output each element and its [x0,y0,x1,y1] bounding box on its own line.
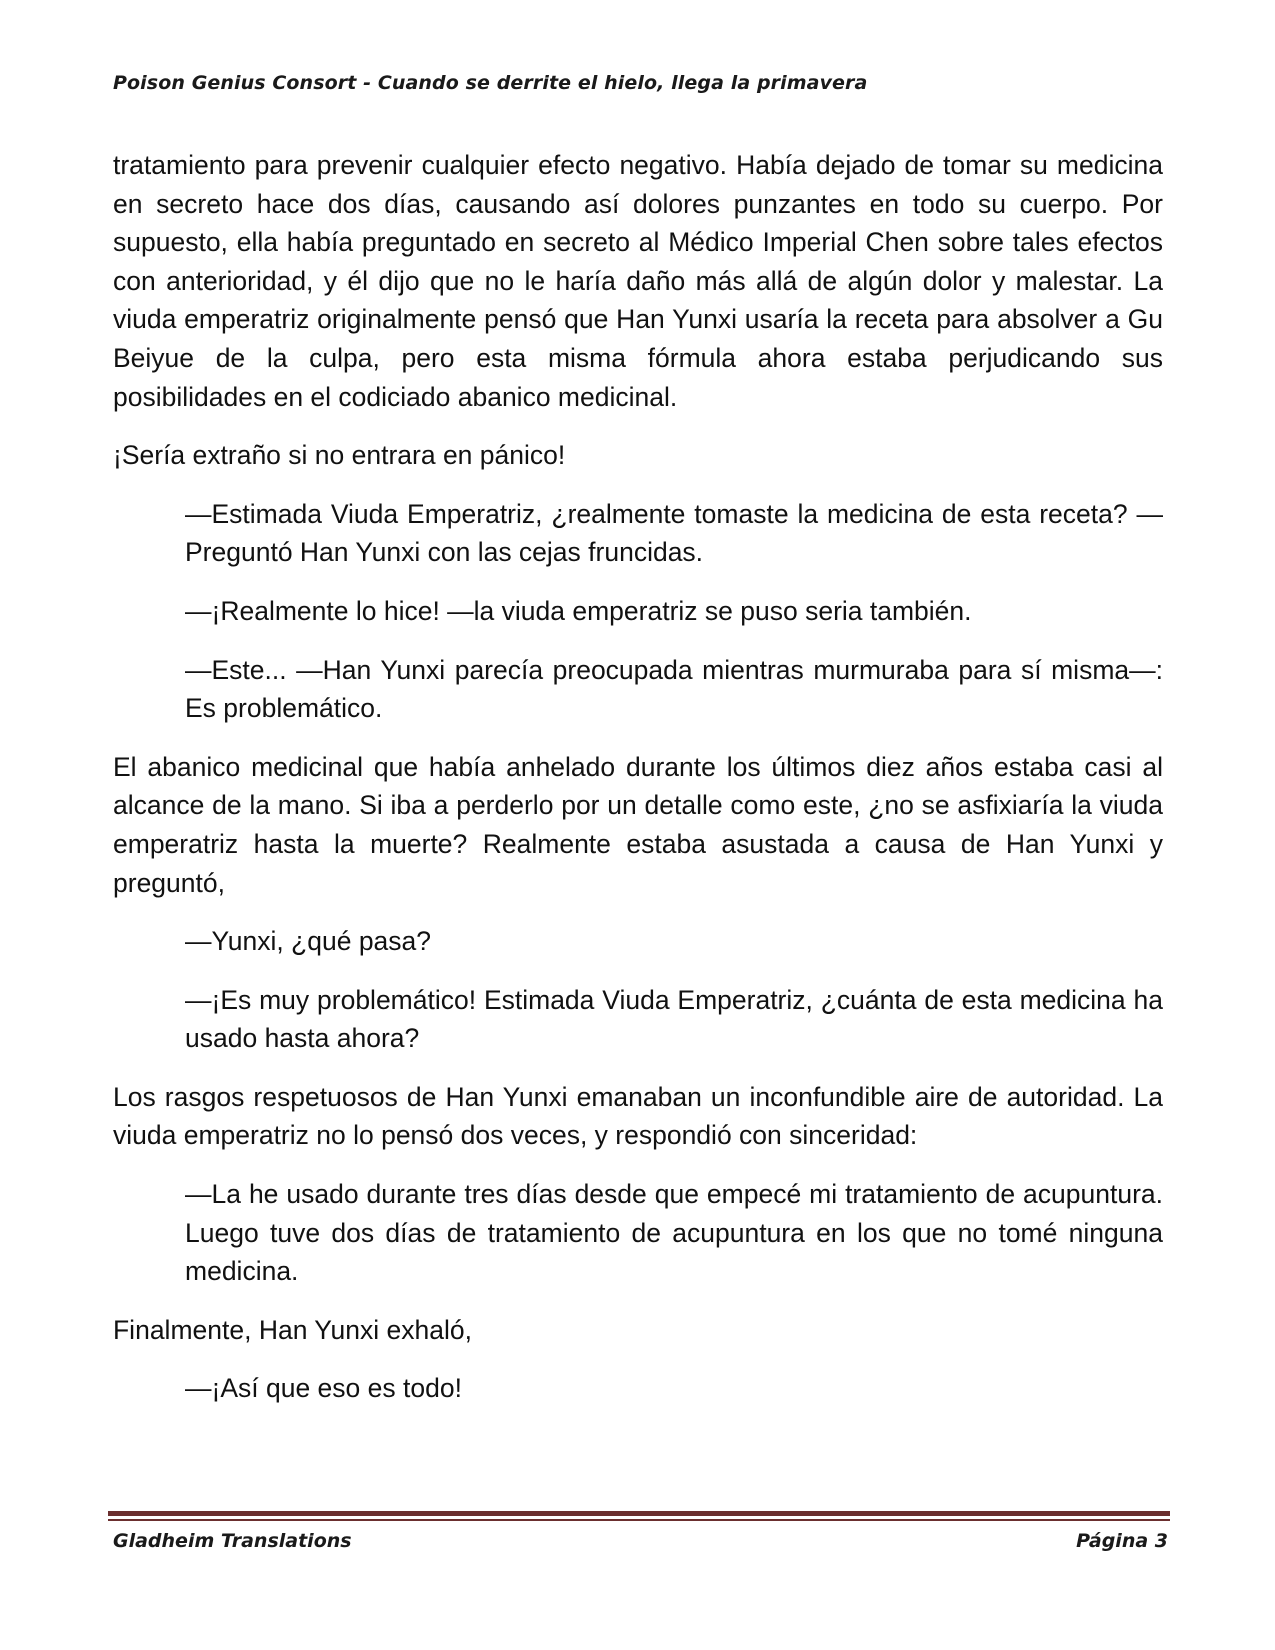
footer-publisher: Gladheim Translations [113,1530,352,1552]
body-paragraph: Los rasgos respetuosos de Han Yunxi emanaban un inconfundible aire de autoridad. La viuda emperatriz no lo pensó dos veces, y respondió con sinceridad: [113,1081,1163,1151]
dialogue-paragraph: —Estimada Viuda Emperatriz, ¿realmente tomaste la medicina de esta receta? —Preguntó Han Yunxi con las cejas fruncidas. [185,498,1163,568]
body-paragraph: El abanico medicinal que había anhelado durante los últimos diez años estaba casi al alcance de la mano. Si iba a perderlo por un detalle como este, ¿no se asfixiaría la viuda emperatriz hasta la muerte? Realmente estaba asustada a causa de Han Yunxi y preguntó, [113,751,1163,898]
body-paragraph: Finalmente, Han Yunxi exhaló, [113,1314,472,1345]
dialogue-paragraph: —¡Es muy problemático! Estimada Viuda Emperatriz, ¿cuánta de esta medicina ha usado hasta ahora? [185,984,1163,1054]
dialogue-paragraph: —¡Realmente lo hice! —la viuda emperatriz se puso seria también. [185,595,972,626]
dialogue-paragraph: —Este... —Han Yunxi parecía preocupada mientras murmuraba para sí misma—: Es problemático. [185,654,1163,724]
page-number: Página 3 [1076,1530,1168,1552]
body-paragraph: ¡Sería extraño si no entrara en pánico! [113,440,566,471]
running-header: Poison Genius Consort - Cuando se derrite el hielo, llega la primavera [113,72,868,94]
footer-rule-thin [108,1519,1170,1521]
dialogue-paragraph: —¡Así que eso es todo! [185,1373,462,1404]
footer-rule-thick [108,1511,1170,1516]
page-body [113,146,1163,1428]
dialogue-paragraph: —Yunxi, ¿qué pasa? [185,926,432,957]
body-paragraph: tratamiento para prevenir cualquier efecto negativo. Había dejado de tomar su medicina en secreto hace dos días, causando así dolores punzantes en todo su cuerpo. Por supuesto, ella había preguntado en secreto al Médico Imperial Chen sobre tales efectos con anterioridad, y él dijo que no le haría daño más allá de algún dolor y malestar. La viuda emperatriz originalmente pensó que Han Yunxi usaría la receta para absolver a Gu Beiyue de la culpa, pero esta misma fórmula ahora estaba perjudicando sus posibilidades en el codiciado abanico medicinal. [113,150,1163,412]
dialogue-paragraph: —La he usado durante tres días desde que empecé mi tratamiento de acupuntura. Luego tuve dos días de tratamiento de acupuntura en los que no tomé ninguna medicina. [185,1179,1163,1287]
